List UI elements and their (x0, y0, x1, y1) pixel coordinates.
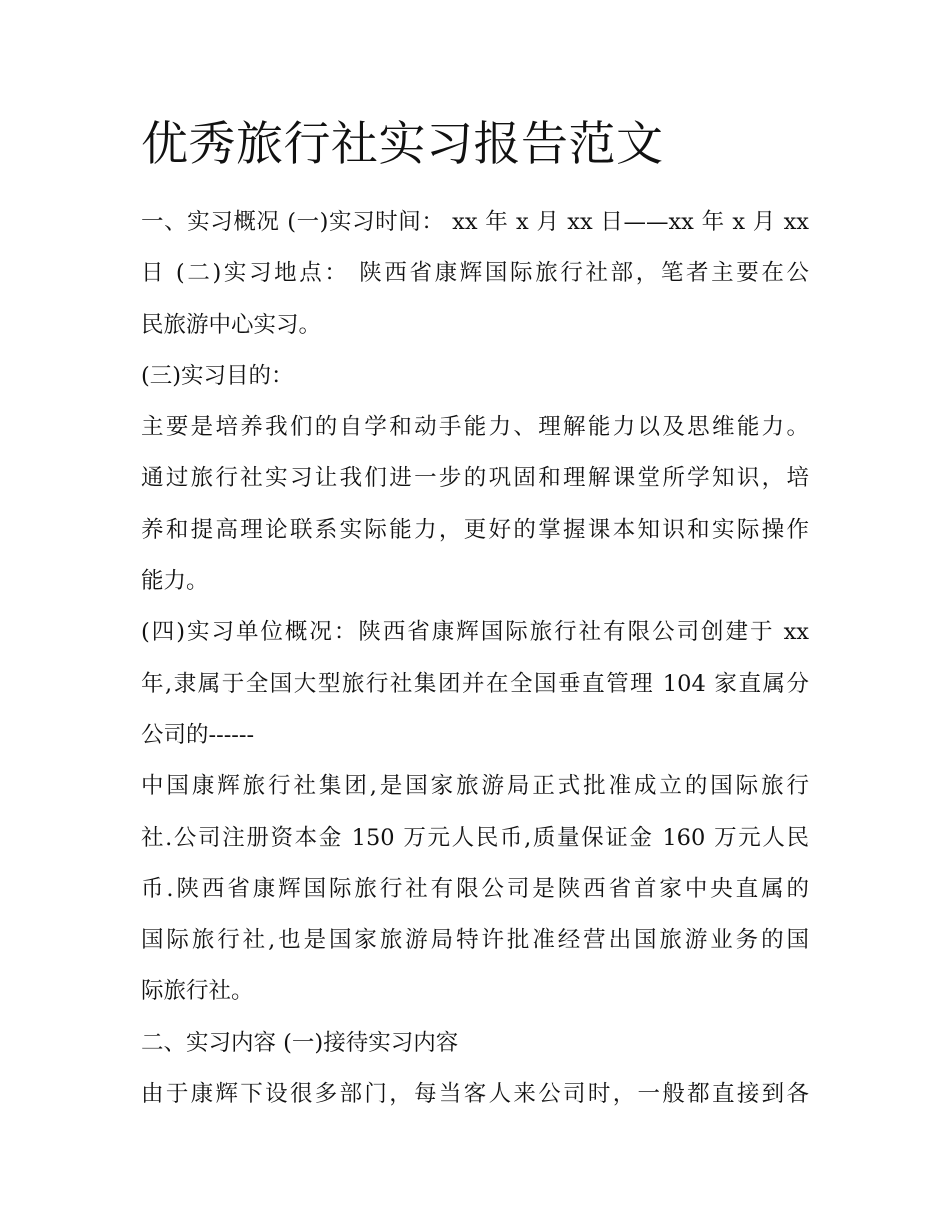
text-line: 中国康辉旅行社集团,是国家旅游局正式批准成立的国际旅行 (141, 773, 809, 800)
text-line: 公司的------ (141, 721, 255, 748)
text-line: 通过旅行社实习让我们进一步的巩固和理解课堂所学知识，培 (141, 465, 809, 492)
text-line: 能力。 (141, 568, 209, 595)
text-line: (四)实习单位概况：陕西省康辉国际旅行社有限公司创建于 xx (141, 619, 809, 646)
text-line: 币.陕西省康辉国际旅行社有限公司是陕西省首家中央直属的 (141, 875, 809, 902)
text-line: 一、实习概况 (一)实习时间： xx 年 x 月 xx 日——xx 年 x 月 xx (141, 209, 809, 235)
text-line: 日 (二)实习地点： 陕西省康辉国际旅行社部，笔者主要在公 (141, 260, 809, 287)
text-line: 二、实习内容 (一)接待实习内容 (141, 1029, 459, 1056)
text-line: 年,隶属于全国大型旅行社集团并在全国垂直管理 104 家直属分 (141, 670, 809, 697)
text-line: 由于康辉下设很多部门，每当客人来公司时，一般都直接到各 (141, 1081, 809, 1108)
text-line: 养和提高理论联系实际能力，更好的掌握课本知识和实际操作 (141, 516, 809, 543)
document-body (141, 197, 821, 1120)
text-line: (三)实习目的： (141, 362, 294, 389)
text-line: 际旅行社。 (141, 978, 254, 1005)
text-line: 民旅游中心实习。 (141, 311, 322, 338)
text-line: 国际旅行社,也是国家旅游局特许批准经营出国旅游业务的国 (141, 927, 809, 954)
text-line: 主要是培养我们的自学和动手能力、理解能力以及思维能力。 (141, 414, 809, 441)
document-title: 优秀旅行社实习报告范文 (141, 117, 664, 172)
text-line: 社.公司注册资本金 150 万元人民币,质量保证金 160 万元人民 (141, 824, 809, 851)
